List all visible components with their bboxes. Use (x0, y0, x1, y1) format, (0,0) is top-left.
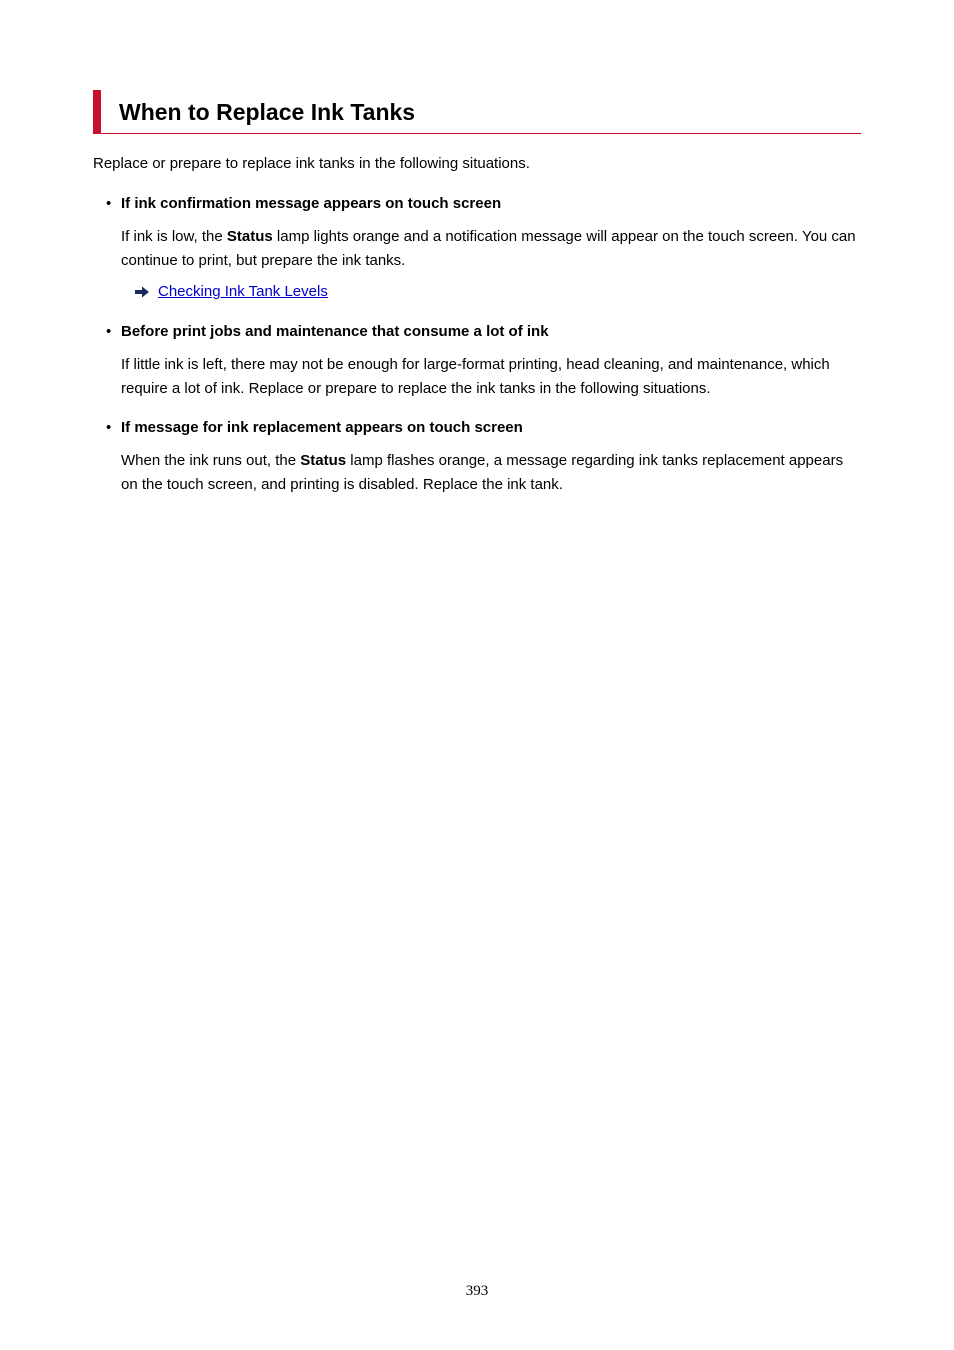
page-title: When to Replace Ink Tanks (119, 99, 416, 125)
section-body: If ink is low, the Status lamp lights orange and a notification message will appear on the touch screen. You can continue to print, but prepare the ink tanks. (121, 228, 856, 269)
section-ink-replacement (106, 417, 866, 497)
page-heading (93, 90, 861, 134)
section-ink-confirmation (106, 193, 866, 303)
intro-text: Replace or prepare to replace ink tanks in the following situations. (93, 155, 530, 172)
related-link (134, 281, 866, 303)
status-lamp-label: Status (300, 452, 347, 469)
status-lamp-label: Status (226, 228, 273, 245)
bullet-icon: • (106, 195, 112, 212)
section-title: If ink confirmation message appears on touch screen (121, 195, 502, 212)
section-body: When the ink runs out, the Status lamp flashes orange, a message regarding ink tanks replacement appears on the touch screen, and printing is disabled. Replace the ink tank. (121, 452, 844, 493)
section-title: Before print jobs and maintenance that consume a lot of ink (121, 323, 549, 340)
checking-ink-tank-levels-link[interactable]: Checking Ink Tank Levels (158, 283, 328, 300)
page-number: 393 (465, 1283, 489, 1299)
section-title: If message for ink replacement appears on touch screen (121, 419, 523, 436)
heading-accent-bar (93, 90, 101, 133)
section-body: If little ink is left, there may not be enough for large-format printing, head cleaning, and maintenance, which require a lot of ink. Replace or prepare to replace the ink tanks in the following situations. (121, 356, 830, 397)
bullet-icon: • (106, 323, 112, 340)
bullet-icon: • (106, 419, 112, 436)
section-large-print-jobs (106, 321, 866, 401)
arrow-right-icon (134, 285, 150, 299)
